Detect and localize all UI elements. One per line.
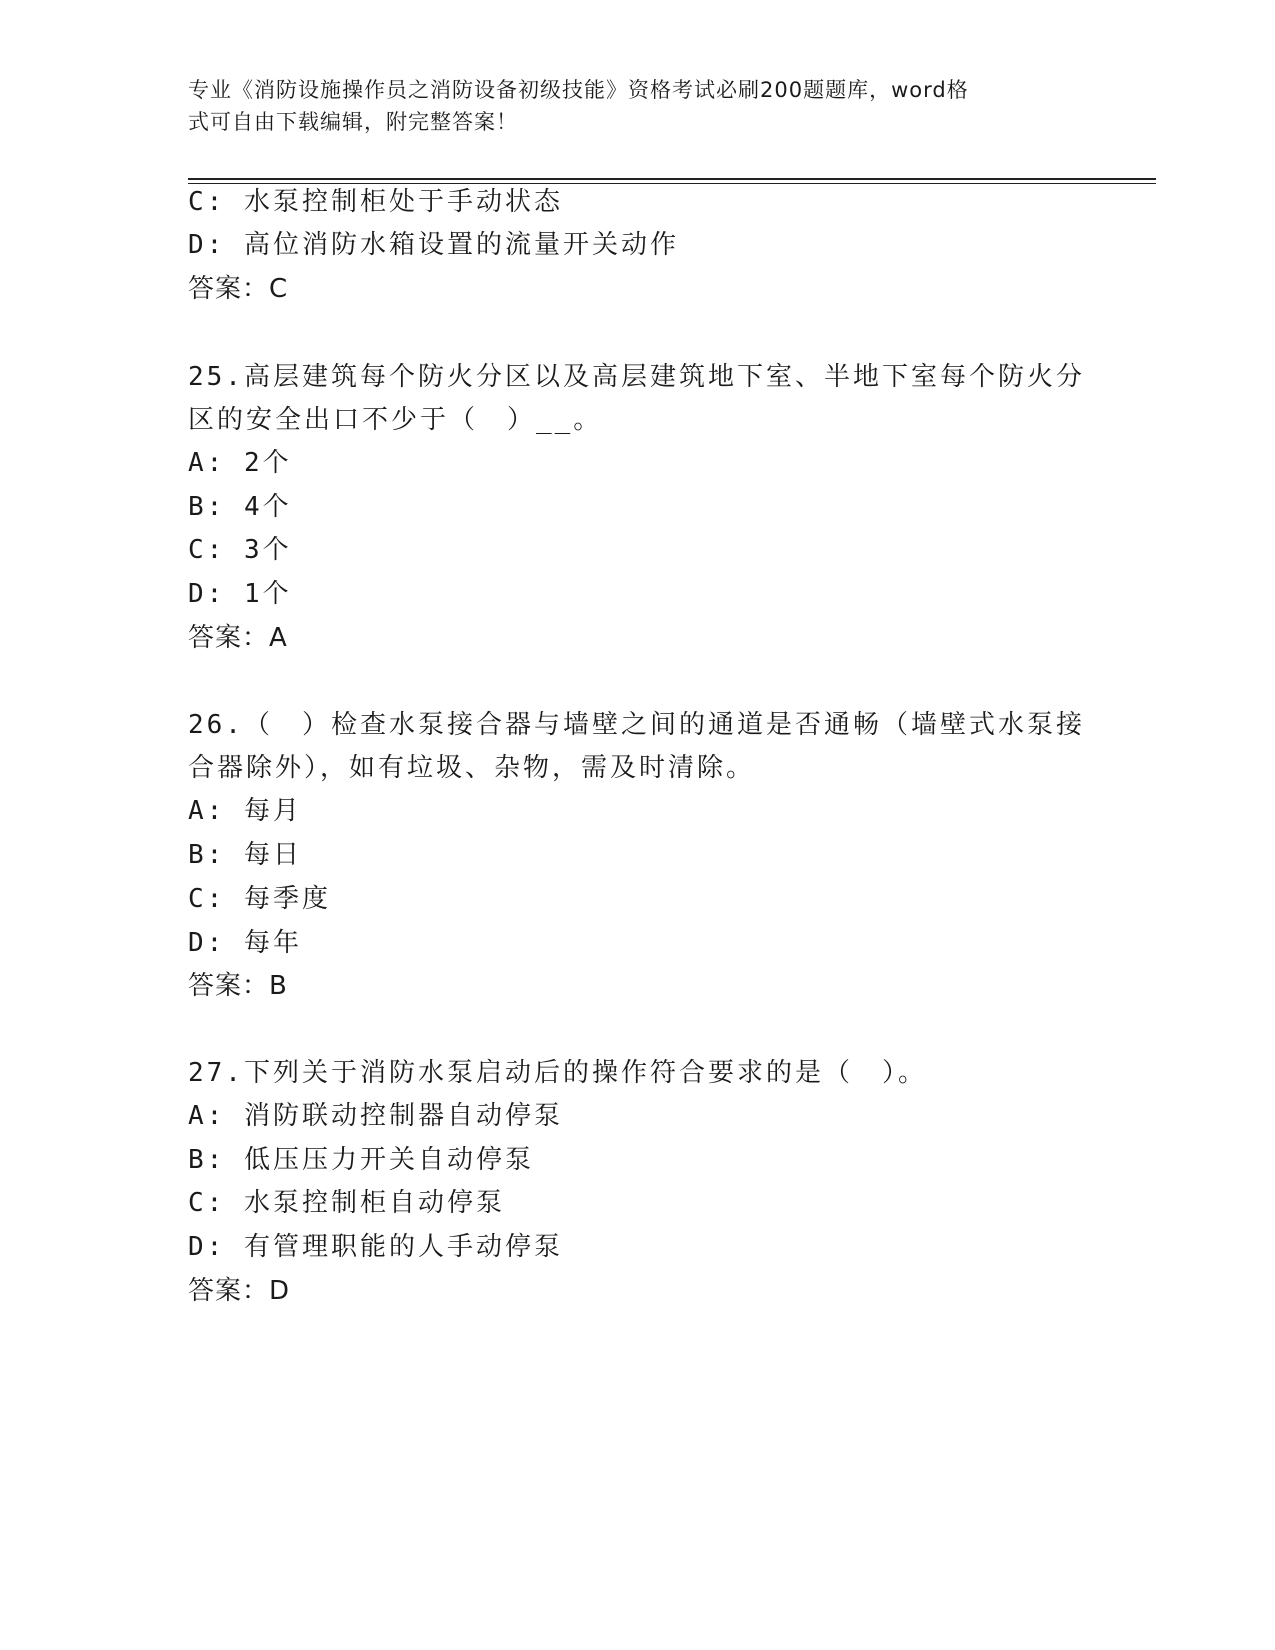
prev-answer: 答案：C xyxy=(188,274,289,304)
document-header xyxy=(188,74,1068,138)
q27-option-c: C: 水泵控制柜自动停泵 xyxy=(188,1188,505,1218)
q27-answer: 答案：D xyxy=(188,1276,291,1306)
q26-text-line-2: 合器除外），如有垃圾、杂物，需及时清除。 xyxy=(188,753,756,783)
q27-option-d: D: 有管理职能的人手动停泵 xyxy=(188,1232,563,1262)
header-line-1: 专业《消防设施操作员之消防设备初级技能》资格考试必刷200题题库，word格 xyxy=(188,78,969,102)
q27-text-line-1: 27.下列关于消防水泵启动后的操作符合要求的是（ ）。 xyxy=(188,1058,927,1088)
q27-option-b: B: 低压压力开关自动停泵 xyxy=(188,1145,534,1175)
q25-text-line-2: 区的安全出口不少于（ ）__。 xyxy=(188,405,603,435)
q25-option-b: B: 4个 xyxy=(188,492,292,522)
header-line-2: 式可自由下载编辑，附完整答案！ xyxy=(188,110,518,134)
header-divider-thick xyxy=(188,178,1156,180)
q25-option-a: A: 2个 xyxy=(188,448,292,478)
prev-option-c: C: 水泵控制柜处于手动状态 xyxy=(188,187,563,217)
q26-option-b: B: 每日 xyxy=(188,840,302,870)
q27-option-a: A: 消防联动控制器自动停泵 xyxy=(188,1101,563,1131)
q26-text-line-1: 26.（ ）检查水泵接合器与墙壁之间的通道是否通畅（墙壁式水泵接 xyxy=(188,710,1085,740)
q26-answer: 答案：B xyxy=(188,971,288,1001)
q25-option-d: D: 1个 xyxy=(188,579,292,609)
q25-answer: 答案：A xyxy=(188,623,288,653)
q26-option-d: D: 每年 xyxy=(188,928,302,958)
q26-option-a: A: 每月 xyxy=(188,796,302,826)
q26-option-c: C: 每季度 xyxy=(188,884,331,914)
q25-text-line-1: 25.高层建筑每个防火分区以及高层建筑地下室、半地下室每个防火分 xyxy=(188,362,1085,392)
q25-option-c: C: 3个 xyxy=(188,535,292,565)
prev-option-d: D: 高位消防水箱设置的流量开关动作 xyxy=(188,230,679,260)
